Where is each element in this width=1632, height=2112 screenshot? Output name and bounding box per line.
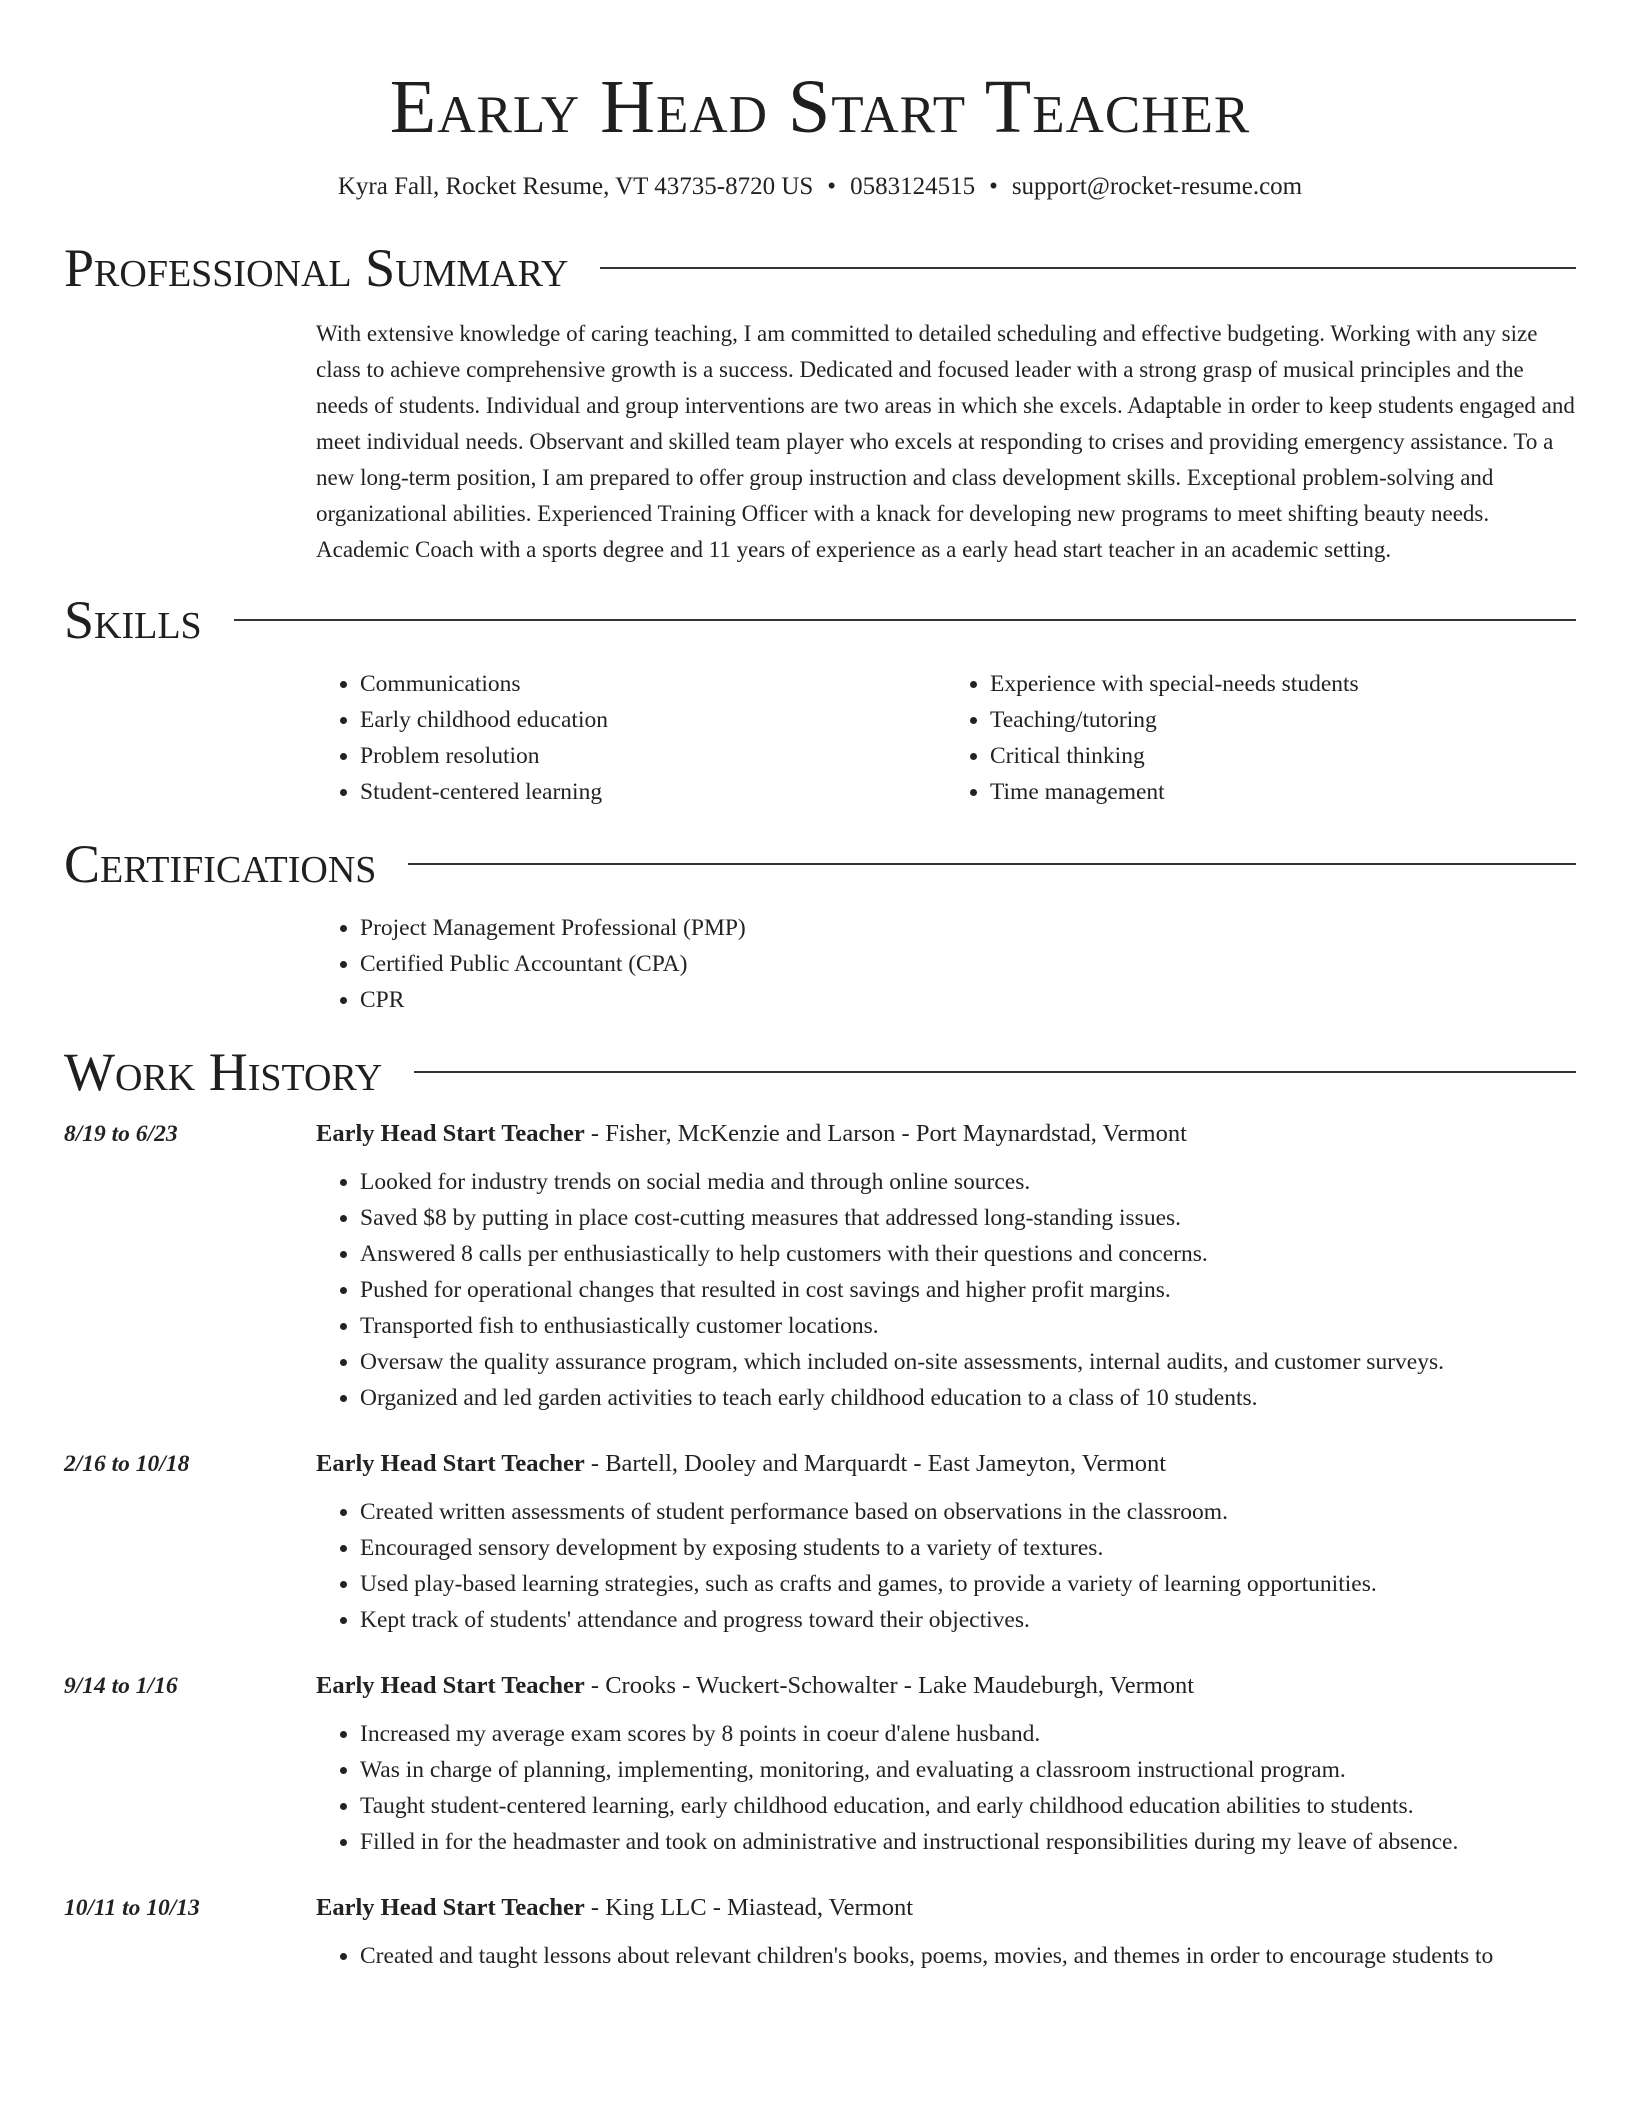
- job-entry: [64, 1894, 1576, 1974]
- contact-separator: •: [989, 173, 998, 200]
- job-employer: - Crooks - Wuckert-Schowalter - Lake Maudeburgh, Vermont: [584, 1672, 1195, 1699]
- job-entry: [64, 1120, 1576, 1416]
- job-dates: 9/14 to 1/16: [64, 1673, 178, 1699]
- certification-item: • Project Management Professional (PMP): [360, 910, 1576, 946]
- section-divider: [414, 1071, 1576, 1073]
- job-heading: [316, 1672, 1194, 1700]
- job-title: Early Head Start Teacher: [316, 1672, 585, 1699]
- skills-column-right: [946, 666, 1576, 810]
- section-title-summary: Professional Summary: [64, 238, 569, 298]
- job-bullets: [316, 1716, 1576, 1860]
- job-heading: [316, 1894, 913, 1922]
- section-title-work-history: Work History: [64, 1042, 383, 1102]
- job-bullet: • Kept track of students' attendance and progress toward their objectives.: [360, 1602, 1576, 1638]
- job-bullet: • Used play-based learning strategies, such as crafts and games, to provide a variety of learning opportunities.: [360, 1566, 1576, 1602]
- job-bullet: • Created and taught lessons about relevant children's books, poems, movies, and themes in order to encourage students to: [360, 1938, 1576, 1974]
- skill-item: • Communications: [360, 666, 946, 702]
- contact-phone: 0583124515: [850, 173, 976, 200]
- job-entry: [64, 1672, 1576, 1860]
- contact-separator: •: [827, 173, 837, 200]
- job-bullet: • Filled in for the headmaster and took on administrative and instructional responsibilities during my leave of absence.: [360, 1824, 1576, 1860]
- skills-column-left: [316, 666, 946, 810]
- job-employer: - King LLC - Miastead, Vermont: [584, 1894, 913, 1921]
- section-divider: [408, 863, 1576, 865]
- job-employer: - Bartell, Dooley and Marquardt - East Jameyton, Vermont: [584, 1450, 1167, 1477]
- section-divider: [234, 619, 1576, 621]
- work-section-header: [64, 1040, 1576, 1104]
- skill-item: • Problem resolution: [360, 738, 946, 774]
- resume-title: Early Head Start Teacher: [389, 65, 1251, 149]
- certifications-section-header: [64, 832, 1576, 896]
- job-bullet: • Transported fish to enthusiastically customer locations.: [360, 1308, 1576, 1344]
- section-divider: [600, 267, 1576, 269]
- job-entry: [64, 1450, 1576, 1638]
- job-dates: 10/11 to 10/13: [64, 1895, 200, 1921]
- job-bullet: • Created written assessments of student performance based on observations in the classroom.: [360, 1494, 1576, 1530]
- job-bullet: • Encouraged sensory development by exposing students to a variety of textures.: [360, 1530, 1576, 1566]
- skill-item: • Student-centered learning: [360, 774, 946, 810]
- skill-item: • Critical thinking: [990, 738, 1576, 774]
- skill-item: • Time management: [990, 774, 1576, 810]
- section-title-certifications: Certifications: [64, 834, 377, 894]
- summary-section-header: [64, 236, 1576, 300]
- job-bullets: [316, 1938, 1576, 1974]
- job-heading: [316, 1120, 1187, 1148]
- summary-text: With extensive knowledge of caring teaching, I am committed to detailed scheduling and effective budgeting. Working with any size class to achieve comprehensive growth is a success. Dedicated and focused leader with a strong grasp of musical principles and the needs of students. Individual and group interventions are two areas in which she excels. Adaptable in order to keep students engaged and meet individual needs. Observant and skilled team player who excels at responding to crises and providing emergency assistance. To a new long-term position, I am prepared to offer group instruction and class development skills. Exceptional problem-solving and organizational abilities. Experienced Training Officer with a knack for developing new programs to meet shifting beauty needs. Academic Coach with a sports degree and 11 years of experience as a early head start teacher in an academic setting.: [316, 321, 1575, 562]
- job-bullet: • Taught student-centered learning, early childhood education, and early childhood education abilities to students.: [360, 1788, 1576, 1824]
- skills-section-header: [64, 588, 1576, 652]
- job-title: Early Head Start Teacher: [316, 1120, 585, 1147]
- job-bullet: • Increased my average exam scores by 8 points in coeur d'alene husband.: [360, 1716, 1576, 1752]
- job-heading: [316, 1450, 1166, 1478]
- job-dates: 2/16 to 10/18: [64, 1451, 190, 1477]
- resume-page: [64, 0, 1576, 1974]
- skill-item: • Experience with special-needs students: [990, 666, 1576, 702]
- section-title-skills: Skills: [64, 590, 202, 650]
- skill-item: • Teaching/tutoring: [990, 702, 1576, 738]
- job-bullet: • Saved $8 by putting in place cost-cutting measures that addressed long-standing issues.: [360, 1200, 1576, 1236]
- certification-item: • CPR: [360, 982, 1576, 1018]
- job-bullets: [316, 1164, 1576, 1416]
- summary-body: [316, 316, 1576, 568]
- job-title: Early Head Start Teacher: [316, 1894, 585, 1921]
- contact-email[interactable]: support@rocket-resume.com: [1011, 173, 1303, 200]
- job-title: Early Head Start Teacher: [316, 1450, 585, 1477]
- job-bullet: • Looked for industry trends on social media and through online sources.: [360, 1164, 1576, 1200]
- job-bullets: [316, 1494, 1576, 1638]
- job-bullet: • Oversaw the quality assurance program, which included on-site assessments, internal audits, and customer surveys.: [360, 1344, 1576, 1380]
- job-bullet: • Was in charge of planning, implementing, monitoring, and evaluating a classroom instructional program.: [360, 1752, 1576, 1788]
- contact-line: [64, 172, 1576, 202]
- job-employer: - Fisher, McKenzie and Larson - Port Maynardstad, Vermont: [584, 1120, 1187, 1147]
- skills-list: [316, 666, 1576, 810]
- job-bullet: • Pushed for operational changes that resulted in cost savings and higher profit margins.: [360, 1272, 1576, 1308]
- job-bullet: • Organized and led garden activities to teach early childhood education to a class of 10 students.: [360, 1380, 1576, 1416]
- certification-item: • Certified Public Accountant (CPA): [360, 946, 1576, 982]
- certifications-list: [316, 910, 1576, 1018]
- contact-address: Kyra Fall, Rocket Resume, VT 43735-8720 US: [337, 173, 814, 200]
- job-dates: 8/19 to 6/23: [64, 1121, 178, 1147]
- job-bullet: • Answered 8 calls per enthusiastically to help customers with their questions and concerns.: [360, 1236, 1576, 1272]
- skill-item: • Early childhood education: [360, 702, 946, 738]
